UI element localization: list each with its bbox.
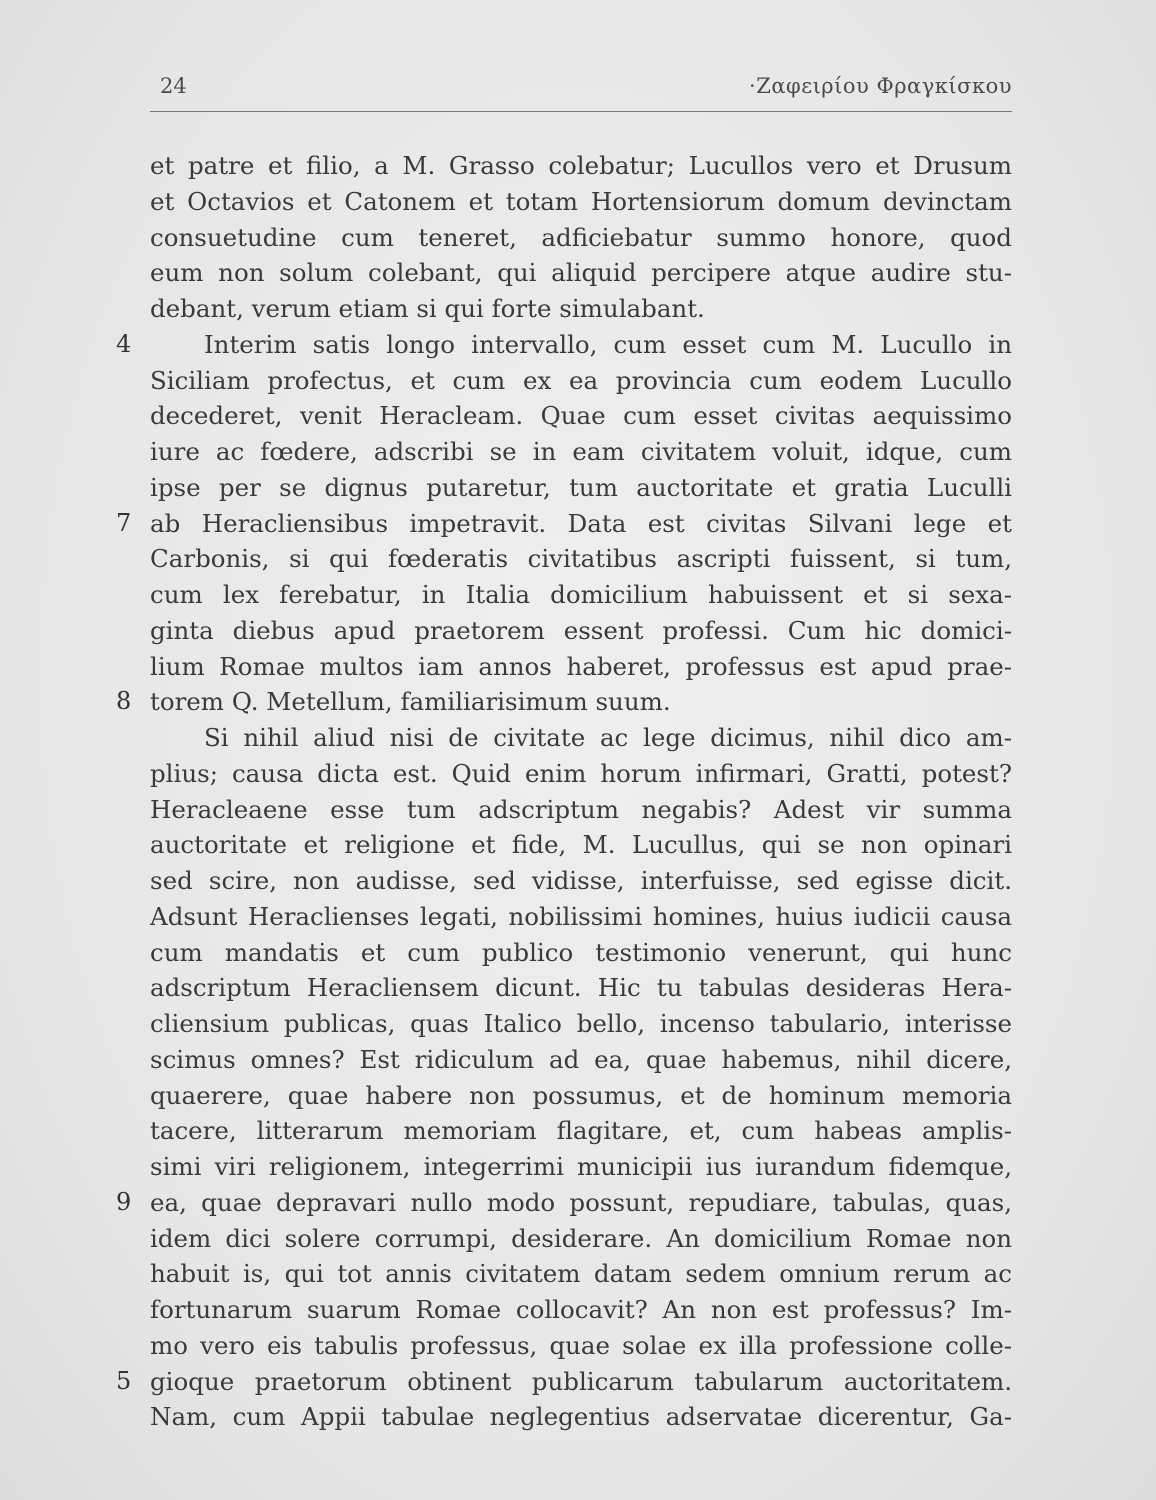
text-line: Nam, cum Appii tabulae neglegentius adservatae dicerentur, Ga-: [150, 1402, 1012, 1432]
text-line: decederet, venit Heracleam. Quae cum esset civitas aequissimo: [150, 401, 1012, 431]
text-line: idem dici solere corrumpi, desiderare. An domicilium Romae non: [150, 1223, 1012, 1253]
header-rule: [150, 111, 1012, 112]
text-line: cum mandatis et cum publico testimonio venerunt, qui hunc: [150, 937, 1012, 967]
text-line: lium Romae multos iam annos haberet, professus est apud prae-: [150, 651, 1012, 681]
margin-section-number: 5: [116, 1366, 132, 1395]
text-line: Si nihil aliud nisi de civitate ac lege dicimus, nihil dico am-: [204, 723, 1012, 752]
text-line: quaerere, quae habere non possumus, et de hominum memoria: [150, 1080, 1012, 1110]
text-line: plius; causa dicta est. Quid enim horum infirmari, Gratti, potest?: [150, 758, 1012, 788]
text-line: sed scire, non audisse, sed vidisse, interfuisse, sed egisse dicit.: [150, 866, 1012, 895]
text-line: auctoritate et religione et fide, M. Lucullus, qui se non opinari: [150, 830, 1012, 860]
margin-section-number: 7: [116, 508, 132, 537]
text-line: Heracleaene esse tum adscriptum negabis? Adest vir summa: [150, 794, 1012, 824]
text-line: Siciliam profectus, et cum ex ea provincia cum eodem Lucullo: [150, 365, 1012, 395]
text-line: ginta diebus apud praetorem essent professi. Cum hic domici-: [150, 615, 1012, 645]
margin-section-number: 4: [116, 329, 132, 358]
text-line: debant, verum etiam si qui forte simulabant.: [150, 294, 705, 323]
text-line: et patre et filio, a M. Grasso colebatur; Lucullos vero et Drusum: [150, 151, 1012, 180]
text-line: habuit is, qui tot annis civitatem datam sedem omnium rerum ac: [150, 1259, 1012, 1289]
text-line: Adsunt Heraclienses legati, nobilissimi homines, huius iudicii causa: [150, 901, 1012, 931]
text-line: tacere, litterarum memoriam flagitare, et, cum habeas amplis-: [150, 1116, 1012, 1146]
text-line: ab Heracliensibus impetravit. Data est civitas Silvani lege et: [150, 508, 1012, 538]
text-line: torem Q. Metellum, familiarisimum suum.: [150, 687, 671, 717]
body-text: [150, 148, 1012, 1435]
page-number: 24: [160, 74, 187, 98]
text-line: et Octavios et Catonem et totam Hortensiorum domum devinctam: [150, 186, 1012, 216]
text-line: iure ac fœdere, adscribi se in eam civitatem voluit, idque, cum: [150, 437, 1012, 466]
margin-section-number: 8: [116, 687, 132, 716]
text-line: eum non solum colebant, qui aliquid percipere atque audire stu-: [150, 258, 1012, 288]
text-line: adscriptum Heracliensem dicunt. Hic tu tabulas desideras Hera-: [150, 973, 1012, 1003]
text-line: mo vero eis tabulis professus, quae solae ex illa professione colle-: [150, 1330, 1012, 1360]
page-header: [150, 72, 1012, 112]
text-line: ea, quae depravari nullo modo possunt, repudiare, tabulas, quas,: [150, 1187, 1012, 1217]
text-line: Interim satis longo intervallo, cum esset cum M. Lucullo in: [204, 329, 1012, 359]
text-line: simi viri religionem, integerrimi municipii ius iurandum fidemque,: [150, 1152, 1012, 1181]
text-line: consuetudine cum teneret, adficiebatur summo honore, quod: [150, 222, 1012, 252]
text-line: ipse per se dignus putaretur, tum auctoritate et gratia Luculli: [150, 472, 1012, 502]
text-line: Carbonis, si qui fœderatis civitatibus ascripti fuissent, si tum,: [150, 544, 1012, 574]
running-head: ·Ζαφειρίου Φραγκίσκου: [749, 74, 1012, 98]
text-line: cum lex ferebatur, in Italia domicilium habuissent et si sexa-: [150, 580, 1012, 609]
text-line: fortunarum suarum Romae collocavit? An non est professus? Im-: [150, 1295, 1012, 1324]
text-line: scimus omnes? Est ridiculum ad ea, quae habemus, nihil dicere,: [150, 1044, 1012, 1074]
text-line: gioque praetorum obtinent publicarum tabularum auctoritatem.: [150, 1366, 1012, 1396]
text-line: cliensium publicas, quas Italico bello, incenso tabulario, interisse: [150, 1009, 1012, 1038]
margin-section-number: 9: [116, 1187, 132, 1216]
